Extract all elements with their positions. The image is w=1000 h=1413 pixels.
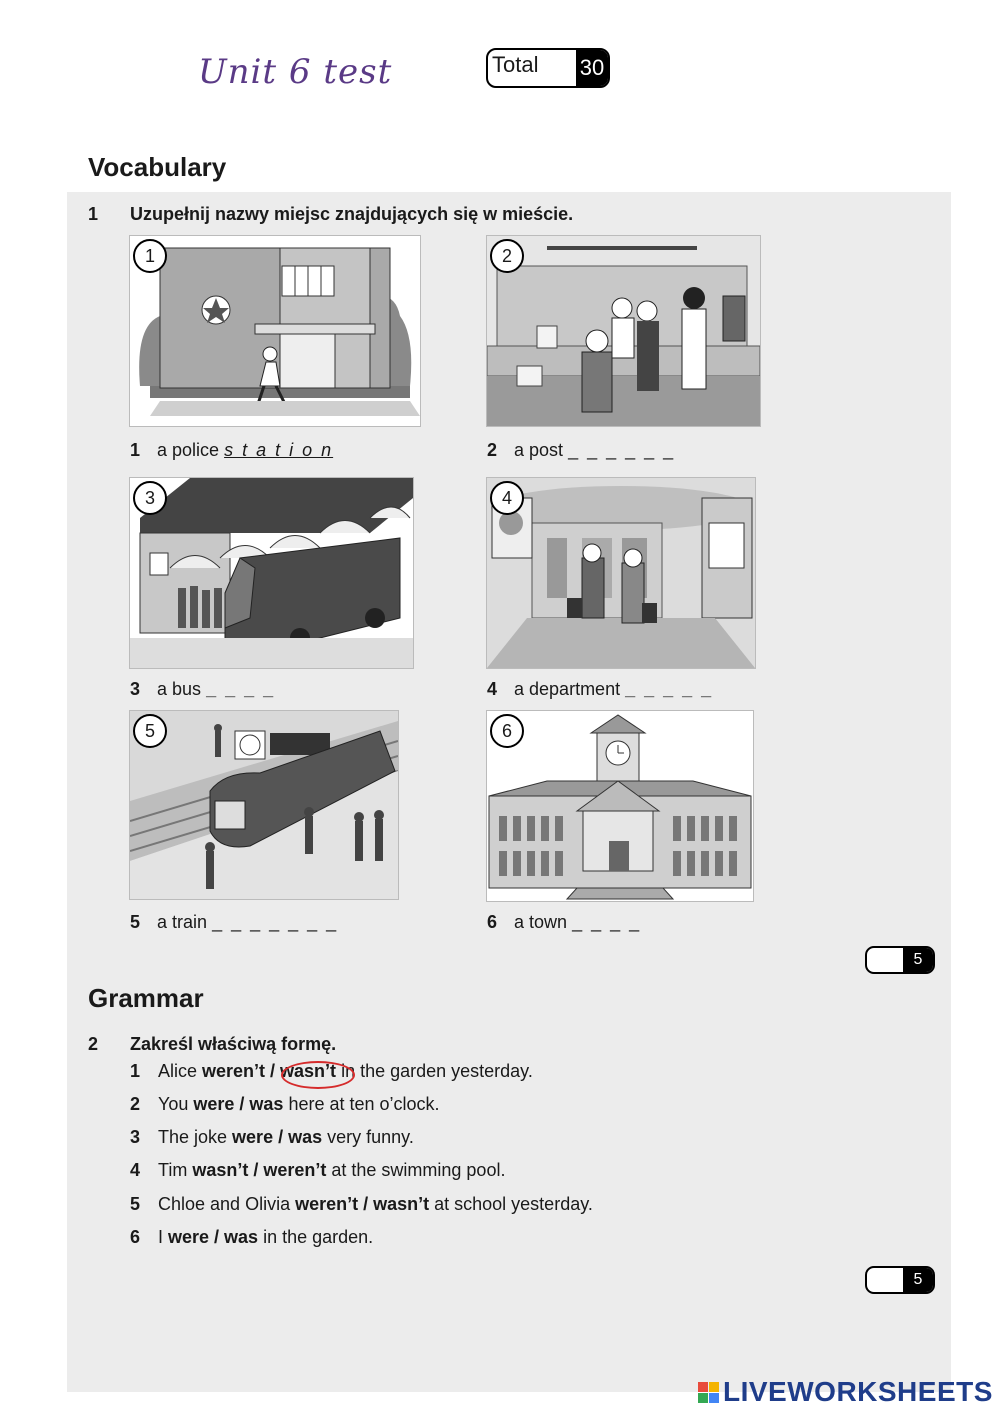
sentence-start: Chloe and Olivia: [158, 1194, 296, 1214]
picture-badge: 1: [133, 239, 167, 273]
choice-options[interactable]: weren’t / wasn’t: [295, 1194, 430, 1214]
grammar-instruction: Zakreśl właściwą formę.: [130, 1034, 337, 1054]
item-text: a department: [514, 679, 621, 699]
vocab-score: 5: [903, 948, 933, 972]
picture-train-station: [129, 710, 399, 900]
vocabulary-heading: Vocabulary: [88, 152, 227, 182]
choice-options[interactable]: were / was: [168, 1227, 259, 1247]
choice-options[interactable]: wasn’t / weren’t: [192, 1160, 327, 1180]
total-label: Total: [492, 52, 539, 77]
vocab-item-3: [130, 679, 275, 700]
sentence-end: very funny.: [322, 1127, 414, 1147]
sentence-start: Alice: [158, 1061, 203, 1081]
vocab-item-2: [487, 440, 675, 461]
choice-options[interactable]: were / was: [193, 1094, 284, 1114]
sentence-end: at the swimming pool.: [326, 1160, 506, 1180]
vocab-question-number: 1: [88, 204, 99, 224]
sentence-start: Tim: [158, 1160, 193, 1180]
item-text: a police: [157, 440, 220, 460]
item-number: 1: [130, 1061, 141, 1081]
grammar-item-5: [130, 1194, 593, 1215]
picture-badge: 4: [490, 481, 524, 515]
item-number: 3: [130, 679, 141, 699]
grammar-score-box: [865, 1266, 935, 1294]
vocab-instruction: Uzupełnij nazwy miejsc znajdujących się w mieście.: [130, 204, 574, 224]
vocab-item-1: [130, 440, 333, 461]
grammar-heading: Grammar: [88, 983, 204, 1013]
answer-field[interactable]: _ _ _ _: [572, 912, 642, 932]
page-title: Unit 6 test: [198, 52, 393, 92]
item-number: 1: [130, 440, 141, 460]
grammar-item-6: [130, 1227, 373, 1248]
item-text: a town: [514, 912, 568, 932]
item-number: 4: [487, 679, 498, 699]
grammar-question-number: 2: [88, 1034, 99, 1054]
item-number: 2: [487, 440, 498, 460]
sentence-end: here at ten o’clock.: [283, 1094, 440, 1114]
sentence-start: You: [158, 1094, 194, 1114]
choice-options[interactable]: were / was: [232, 1127, 323, 1147]
item-number: 5: [130, 1194, 141, 1214]
vocab-item-6: [487, 912, 641, 933]
picture-bus-station: [129, 477, 414, 669]
liveworksheets-logo[interactable]: [698, 1376, 993, 1408]
vocab-score-box: [865, 946, 935, 974]
choice-options[interactable]: weren’t / wasn’t: [202, 1061, 337, 1081]
sentence-end: in the garden yesterday.: [336, 1061, 533, 1081]
sentence-start: The joke: [158, 1127, 233, 1147]
item-number: 6: [487, 912, 498, 932]
answer-field[interactable]: s t a t i o n: [224, 440, 334, 460]
grammar-score: 5: [903, 1268, 933, 1292]
picture-badge: 6: [490, 714, 524, 748]
item-number: 2: [130, 1094, 141, 1114]
grammar-item-2: [130, 1094, 440, 1115]
answer-field[interactable]: _ _ _ _ _: [625, 679, 714, 699]
item-number: 6: [130, 1227, 141, 1247]
picture-post-office: [486, 235, 761, 427]
answer-circle-mark: [281, 1061, 355, 1089]
answer-field[interactable]: _ _ _ _: [206, 679, 276, 699]
picture-town-hall: [486, 710, 754, 902]
logo-text: LIVEWORKSHEETS: [723, 1376, 993, 1407]
picture-police-station: [129, 235, 421, 427]
picture-badge: 2: [490, 239, 524, 273]
grammar-item-4: [130, 1160, 505, 1181]
grammar-item-3: [130, 1127, 414, 1148]
sentence-end: at school yesterday.: [429, 1194, 593, 1214]
vocab-item-5: [130, 912, 338, 933]
vocab-item-4: [487, 679, 713, 700]
picture-badge: 3: [133, 481, 167, 515]
logo-mark-icon: [698, 1382, 719, 1403]
item-text: a train: [157, 912, 208, 932]
item-text: a post: [514, 440, 564, 460]
item-number: 4: [130, 1160, 141, 1180]
picture-department-store: [486, 477, 756, 669]
total-value: 30: [576, 50, 608, 86]
sentence-start: I: [158, 1227, 169, 1247]
answer-field[interactable]: _ _ _ _ _ _: [568, 440, 676, 460]
total-score-box: [486, 48, 610, 88]
picture-badge: 5: [133, 714, 167, 748]
item-text: a bus: [157, 679, 202, 699]
sentence-end: in the garden.: [258, 1227, 374, 1247]
item-number: 5: [130, 912, 141, 932]
answer-field[interactable]: _ _ _ _ _ _ _: [212, 912, 339, 932]
item-number: 3: [130, 1127, 141, 1147]
